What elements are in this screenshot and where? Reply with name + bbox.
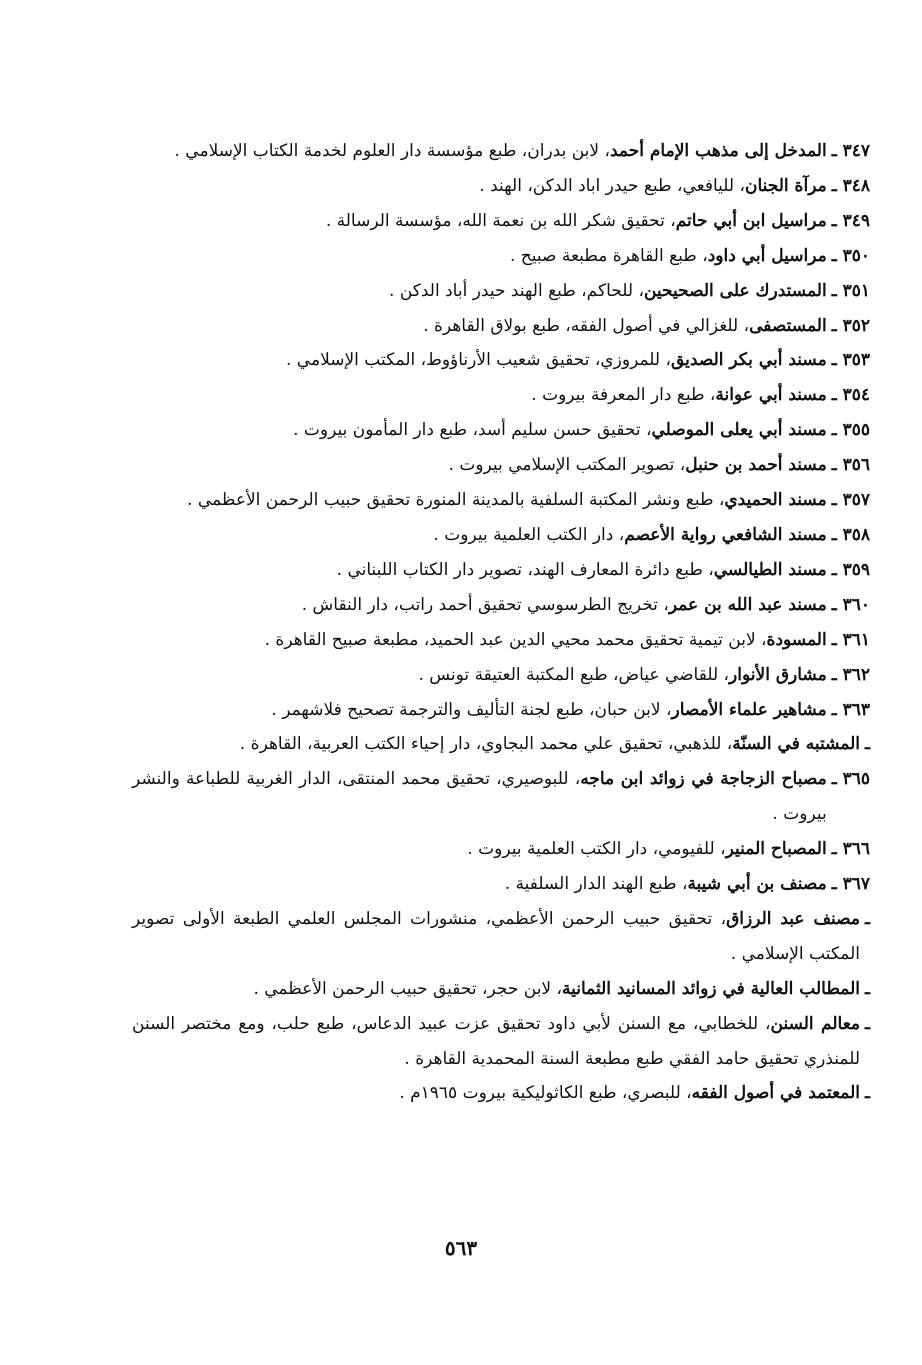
entry-number: ـ (865, 1013, 870, 1034)
entry-text (132, 413, 827, 448)
bibliography-entry (132, 762, 870, 832)
entry-number: ٣٦١ ـ (831, 629, 870, 650)
bibliography-entry (132, 518, 870, 553)
entry-number: ٣٤٧ ـ (831, 141, 870, 161)
entry-text (132, 623, 827, 658)
bibliography-entry (132, 972, 870, 1007)
entry-text (132, 1076, 860, 1111)
bibliography-entry (132, 378, 870, 413)
entry-text (132, 169, 827, 204)
entry-text (132, 658, 827, 693)
entry-number: ٣٥١ ـ (831, 280, 870, 301)
bibliography-entry (132, 727, 870, 762)
entry-details: ، تحقيق شكر الله بن نعمة الله، مؤسسة الرسالة . (325, 210, 676, 231)
entry-title: المستدرك على الصحيحين (643, 280, 827, 301)
entry-title: مسند أحمد بن حنبل (685, 455, 827, 476)
bibliography-entry (132, 343, 870, 378)
bibliography-entry (132, 134, 870, 169)
entry-text (132, 902, 860, 972)
bibliography-entry (132, 832, 870, 867)
entry-title: المسودة (766, 629, 827, 650)
bibliography-entry (132, 902, 870, 972)
entry-number: ٣٥٤ ـ (831, 385, 870, 406)
entry-title: المطالب العالية في زوائد المسانيد الثمانية (562, 978, 861, 999)
entry-number: ٣٥٢ ـ (831, 315, 870, 336)
entry-details: ، للقاضي عياض، طبع المكتبة العتيقة تونس . (418, 664, 730, 685)
entry-text (132, 239, 827, 274)
entry-title: مصباح الزجاجة في زوائد ابن ماجه (580, 769, 827, 790)
entry-number: ـ (865, 978, 870, 999)
entry-text (132, 518, 827, 553)
entry-details: ، للمروزي، تحقيق شعيب الأرناؤوط، المكتب الإسلامي . (285, 350, 671, 371)
entry-number: ٣٥٥ ـ (831, 420, 870, 441)
entry-details: ، طبع الهند الدار السلفية . (504, 874, 688, 895)
bibliography-entry (132, 169, 870, 204)
entry-number: ـ (865, 908, 870, 929)
bibliography-entry (132, 274, 870, 309)
entry-details: ، للبصري، طبع الكاثوليكية بيروت ١٩٦٥م . (399, 1083, 692, 1104)
entry-number: ٣٥٣ ـ (831, 350, 870, 371)
entry-number: ٣٤٨ ـ (831, 175, 870, 196)
entry-number: ٣٥٨ ـ (831, 524, 870, 545)
bibliography-entry (132, 483, 870, 518)
entry-text (132, 309, 827, 344)
entry-details: ، تصوير المكتب الإسلامي بيروت . (448, 455, 686, 476)
entry-text (132, 483, 827, 518)
entry-title: مسند عبد الله بن عمر (668, 594, 827, 615)
entry-text (132, 448, 827, 483)
entry-details: ، طبع القاهرة مطبعة صبيح . (509, 245, 708, 266)
entry-title: مراسيل أبي داود (707, 245, 827, 266)
entry-text (132, 378, 827, 413)
entry-title: مشارق الأنوار (729, 664, 827, 685)
entry-details: ، للفيومي، دار الكتب العلمية بيروت . (467, 839, 726, 860)
entry-title: المشتبه في السنّة (732, 734, 861, 755)
entry-details: ، طبع دائرة المعارف الهند، تصوير دار الكتاب اللبناني . (336, 559, 714, 580)
entry-details: ، طبع ونشر المكتبة السلفية بالمدينة المنورة تحقيق حبيب الرحمن الأعظمي . (187, 490, 725, 511)
entry-number: ٣٦٥ ـ (831, 769, 870, 790)
entry-number: ٣٦٠ ـ (831, 594, 870, 615)
entry-title: مصنف بن أبي شيبة (687, 874, 827, 895)
bibliography-entry (132, 623, 870, 658)
bibliography-entry (132, 413, 870, 448)
entry-details: ، لابن حجر، تحقيق حبيب الرحمن الأعظمي . (253, 978, 563, 999)
entry-number: ٣٥٠ ـ (831, 245, 870, 266)
entry-title: مسند أبي بكر الصديق (671, 350, 827, 371)
page-number: ٥٦٣ (444, 1236, 478, 1260)
entry-title: مرآة الجنان (744, 175, 827, 196)
entry-text (132, 343, 827, 378)
entry-text (132, 553, 827, 588)
entry-details: ، تحقيق حسن سليم أسد، طبع دار المأمون بيروت . (293, 420, 652, 441)
entry-details: ، للغزالي في أصول الفقه، طبع بولاق القاهرة . (423, 315, 750, 336)
entry-title: مسند أبي عوانة (715, 385, 827, 406)
entry-title: مشاهير علماء الأمصار (671, 699, 827, 720)
bibliography-entry (132, 658, 870, 693)
entry-number: ٣٦٦ ـ (831, 839, 870, 860)
entry-text (132, 867, 827, 902)
entry-text (132, 134, 827, 169)
entry-title: مسند أبي يعلى الموصلي (651, 420, 827, 441)
entry-title: المستصفى (749, 315, 827, 336)
entry-title: مصنف عبد الرزاق (726, 908, 861, 929)
entry-details: ، لليافعي، طبع حيدر اباد الدكن، الهند . (479, 175, 745, 196)
entry-title: المصباح المنير (725, 839, 827, 860)
entry-text (132, 274, 827, 309)
bibliography-entry (132, 448, 870, 483)
entry-number: ٣٤٩ ـ (831, 210, 870, 231)
bibliography-entry (132, 1007, 870, 1077)
bibliography-entry (132, 867, 870, 902)
entry-details: ، للذهبي، تحقيق علي محمد البجاوي، دار إحياء الكتب العربية، القاهرة . (239, 734, 733, 755)
entry-text (132, 693, 827, 728)
bibliography-entry (132, 204, 870, 239)
entry-text (132, 204, 827, 239)
entry-title: مسند الحميدي (724, 490, 827, 511)
entry-details: ، لابن بدران، طبع مؤسسة دار العلوم لخدمة الكتاب الإسلامي . (174, 141, 610, 161)
bibliography-entry (132, 239, 870, 274)
entry-text (132, 588, 827, 623)
entry-title: معالم السنن (770, 1013, 861, 1034)
entry-number: ٣٥٩ ـ (831, 559, 870, 580)
entry-title: المدخل إلى مذهب الإمام أحمد (610, 141, 827, 161)
entry-text (132, 1007, 860, 1077)
bibliography-entry (132, 588, 870, 623)
entry-details: ، للبوصيري، تحقيق محمد المنتقى، الدار الغربية للطباعة والنشر بيروت . (132, 769, 827, 825)
entry-details: ، طبع دار المعرفة بيروت . (531, 385, 716, 406)
bibliography-entry (132, 1076, 870, 1111)
entry-number: ٣٥٦ ـ (831, 455, 870, 476)
entry-number: ـ (865, 734, 870, 755)
entry-number: ٣٦٢ ـ (831, 664, 870, 685)
entry-title: مراسيل ابن أبي حاتم (675, 210, 827, 231)
entry-text (132, 727, 860, 762)
bibliography-entry (132, 693, 870, 728)
entry-number: ـ (865, 1083, 870, 1104)
entry-details: ، لابن حبان، طبع لجنة التأليف والترجمة تصحيح فلاشهمر . (271, 699, 672, 720)
entry-title: المعتمد في أصول الفقه (691, 1083, 861, 1104)
entry-number: ٣٦٧ ـ (831, 874, 870, 895)
entry-text (132, 762, 827, 832)
entry-details: ، دار الكتب العلمية بيروت . (433, 524, 625, 545)
entry-details: ، للخطابي، مع السنن لأبي داود تحقيق عزت عبيد الدعاس، طبع حلب، ومع مختصر السنن للمنذري تحقيق حامد الفقي طبع مطبعة السنة المحمدية القاهرة . (132, 1013, 861, 1069)
entry-text (132, 972, 860, 1007)
entry-title: مسند الطيالسي (713, 559, 827, 580)
entry-details: ، تحقيق حبيب الرحمن الأعظمي، منشورات المجلس العلمي الطبعة الأولى تصوير المكتب الإسلامي . (132, 908, 861, 964)
entry-details: ، لابن تيمية تحقيق محمد محيي الدين عبد الحميد، مطبعة صبيح القاهرة . (264, 629, 767, 650)
entry-details: ، تخريج الطرسوسي تحقيق أحمد راتب، دار النقاش . (301, 594, 669, 615)
bibliography-list (132, 134, 870, 1111)
entry-number: ٣٦٣ ـ (831, 699, 870, 720)
bibliography-entry (132, 553, 870, 588)
entry-details: ، للحاكم، طبع الهند حيدر أباد الدكن . (389, 280, 644, 301)
entry-title: مسند الشافعي رواية الأعصم (624, 524, 827, 545)
entry-number: ٣٥٧ ـ (831, 490, 870, 511)
entry-text (132, 832, 827, 867)
bibliography-entry (132, 309, 870, 344)
